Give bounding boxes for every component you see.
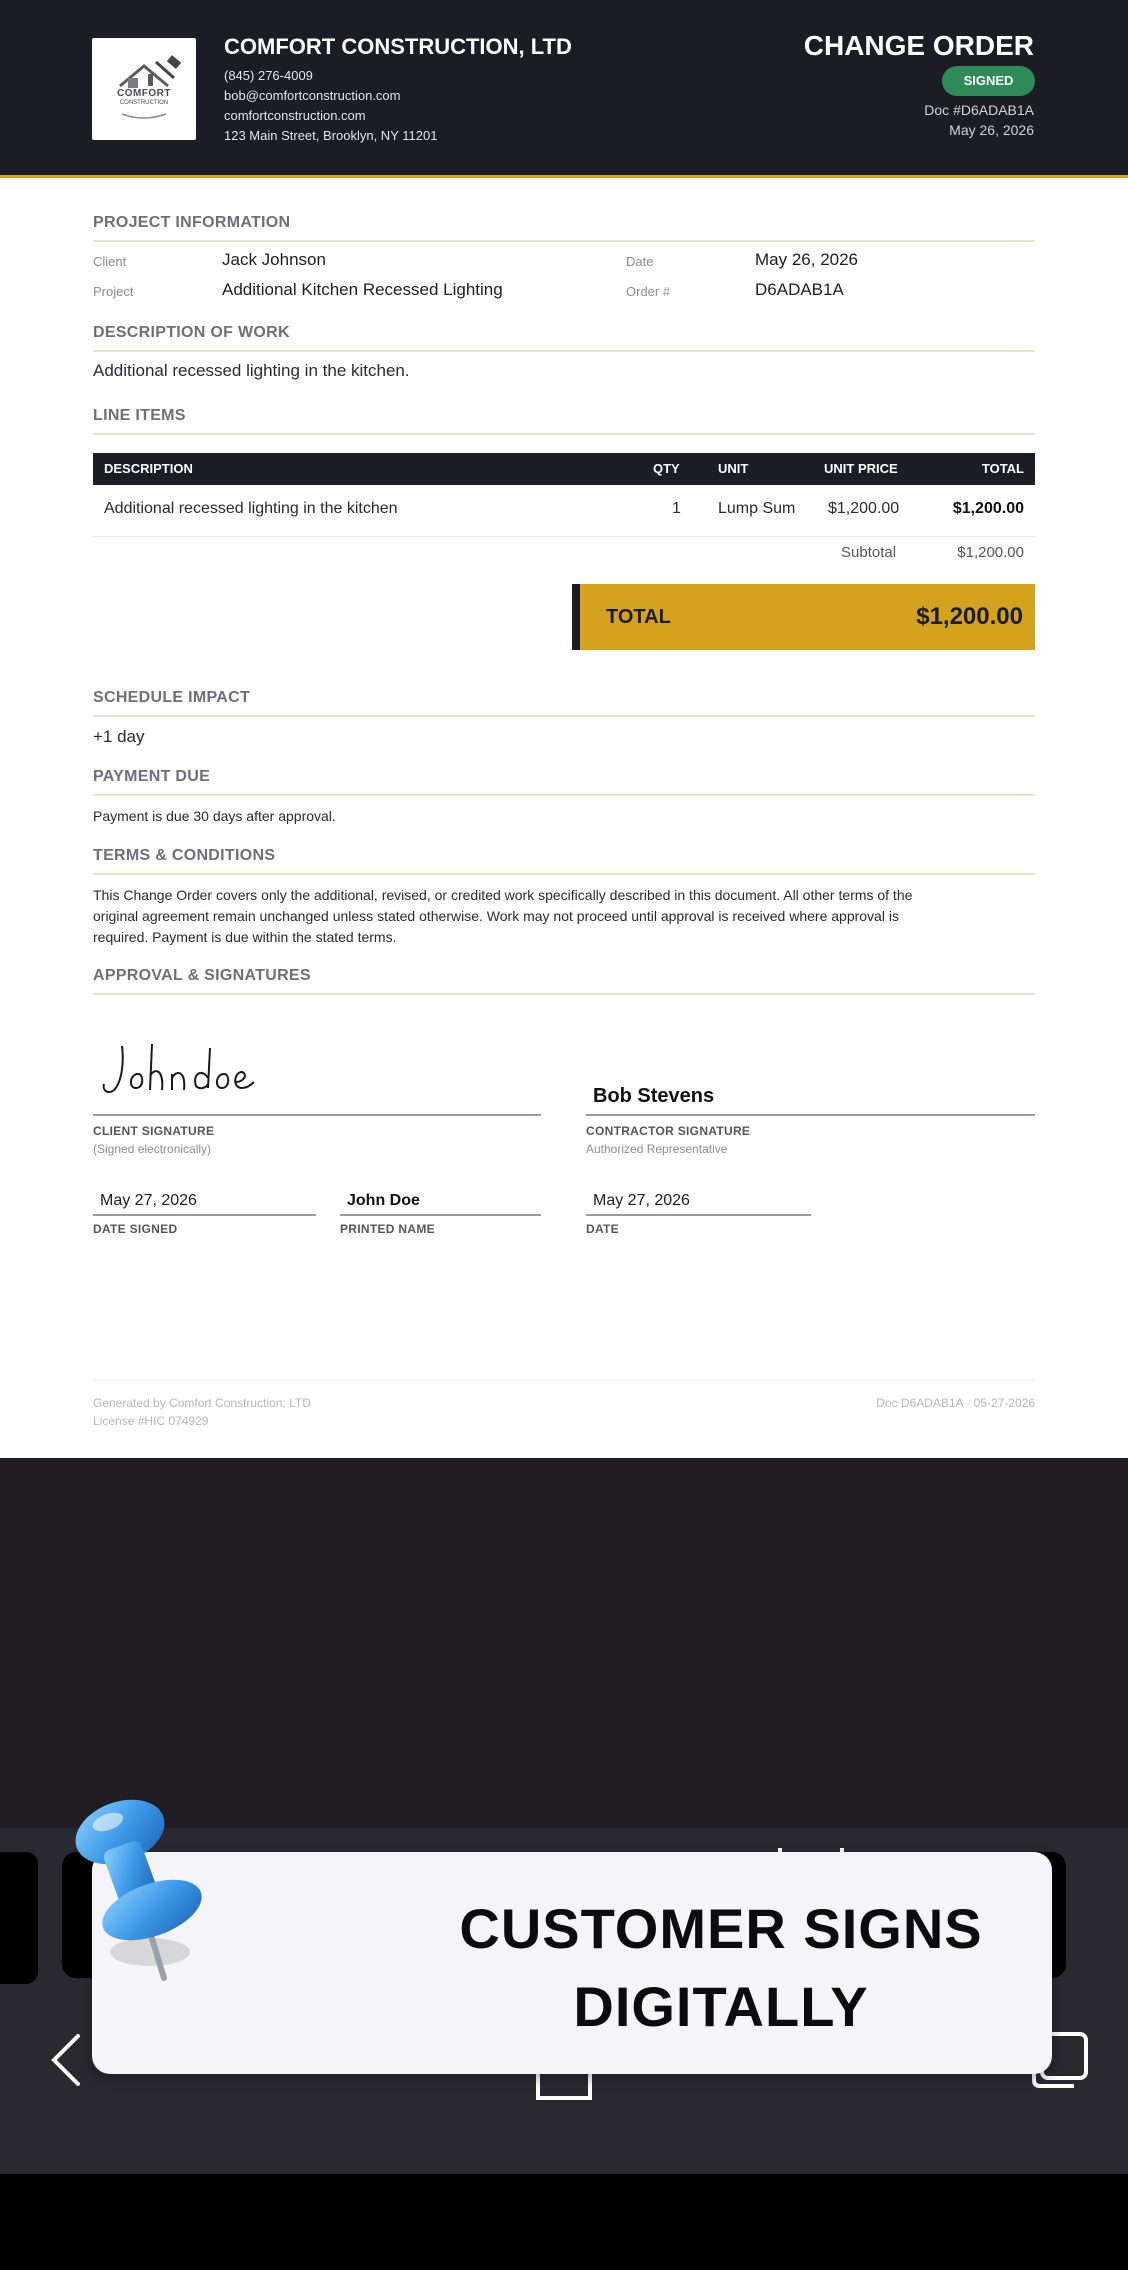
section-title-project-information: PROJECT INFORMATION xyxy=(93,214,1035,242)
section-title-schedule-impact: SCHEDULE IMPACT xyxy=(93,689,1035,717)
caption-line-1: CUSTOMER SIGNS xyxy=(459,1897,983,1960)
row-divider xyxy=(93,536,1035,537)
payment-text: Payment is due 30 days after approval. xyxy=(93,808,336,824)
footer-divider xyxy=(93,1380,1035,1381)
line-items-table-header xyxy=(93,453,1035,485)
project-label: Project xyxy=(93,284,134,299)
total-value: $1,200.00 xyxy=(916,603,1023,630)
header-description: DESCRIPTION xyxy=(104,461,193,476)
company-name: COMFORT CONSTRUCTION, LTD xyxy=(224,34,572,59)
client-signature-label: CLIENT SIGNATURE xyxy=(93,1124,215,1138)
date-signed-label: DATE SIGNED xyxy=(93,1222,178,1236)
printed-name-value: John Doe xyxy=(347,1192,420,1209)
project-value: Additional Kitchen Recessed Lighting xyxy=(222,280,503,299)
date-signed-line xyxy=(93,1214,316,1216)
header-qty: QTY xyxy=(653,461,680,476)
date-label: Date xyxy=(626,254,654,269)
status-badge: SIGNED xyxy=(942,66,1035,96)
document-type-title: CHANGE ORDER xyxy=(803,30,1034,61)
logo-subtext: CONSTRUCTION xyxy=(119,100,169,106)
terms-line-3: required. Payment is due within the stated terms. xyxy=(93,929,397,945)
company-logo xyxy=(92,38,196,140)
row-qty: 1 xyxy=(672,500,681,517)
company-email: bob@comfortconstruction.com xyxy=(224,88,401,103)
footer-license: License #HIC 074929 xyxy=(93,1414,209,1428)
contractor-signature-name: Bob Stevens xyxy=(593,1085,715,1107)
client-signature-sub: (Signed electronically) xyxy=(93,1142,212,1156)
caption-line-2: DIGITALLY xyxy=(573,1975,869,2038)
contractor-signature-line xyxy=(586,1114,1035,1116)
client-handwritten-signature xyxy=(100,1040,270,1110)
section-title-description: DESCRIPTION OF WORK xyxy=(93,324,1035,352)
order-value: D6ADAB1A xyxy=(755,280,844,299)
printed-name-line xyxy=(340,1214,541,1216)
company-website: comfortconstruction.com xyxy=(224,108,366,123)
client-signature-line xyxy=(93,1114,541,1116)
contractor-date-value: May 27, 2026 xyxy=(593,1192,690,1209)
terms-line-2: original agreement remain unchanged unless stated otherwise. Work may not proceed until approval is received where approval is xyxy=(93,908,899,924)
section-title-payment-due: PAYMENT DUE xyxy=(93,768,1035,796)
client-label: Client xyxy=(93,254,127,269)
row-unit: Lump Sum xyxy=(718,500,796,517)
company-phone: (845) 276-4009 xyxy=(224,68,313,83)
footer-generated-by: Generated by Comfort Construction, LTD xyxy=(93,1396,311,1410)
contractor-signature-sub: Authorized Representative xyxy=(586,1142,728,1156)
header-unit-price: UNIT PRICE xyxy=(824,461,898,476)
schedule-text: +1 day xyxy=(93,727,145,746)
date-value: May 26, 2026 xyxy=(755,250,859,269)
total-label: TOTAL xyxy=(606,606,671,628)
pushpin-icon xyxy=(40,1792,230,1992)
company-address: 123 Main Street, Brooklyn, NY 11201 xyxy=(224,128,438,143)
section-title-approval: APPROVAL & SIGNATURES xyxy=(93,967,1035,995)
section-title-terms: TERMS & CONDITIONS xyxy=(93,847,1035,875)
document-header xyxy=(0,0,1128,178)
terms-line-1: This Change Order covers only the additional, revised, or credited work specifically described in this document. All other terms of the xyxy=(93,887,913,903)
printed-name-label: PRINTED NAME xyxy=(340,1222,435,1236)
contractor-date-line xyxy=(586,1214,811,1216)
footer-doc-ref: Doc D6ADAB1A · 05-27-2026 xyxy=(876,1396,1035,1410)
logo-wordmark: COMFORT xyxy=(116,88,172,99)
document-number: Doc #D6ADAB1A xyxy=(924,102,1034,118)
home-indicator-bar xyxy=(0,2174,1128,2270)
description-text: Additional recessed lighting in the kitchen. xyxy=(93,361,410,380)
total-box xyxy=(572,584,1035,650)
section-title-line-items: LINE ITEMS xyxy=(93,407,1035,435)
header-unit: UNIT xyxy=(718,461,749,476)
contractor-signature-label: CONTRACTOR SIGNATURE xyxy=(586,1124,751,1138)
row-description: Additional recessed lighting in the kitchen xyxy=(104,500,398,517)
subtotal-label: Subtotal xyxy=(841,544,897,561)
subtotal-value: $1,200.00 xyxy=(957,544,1024,561)
back-chevron-icon[interactable] xyxy=(46,2030,86,2090)
date-signed-value: May 27, 2026 xyxy=(100,1192,197,1209)
document-date: May 26, 2026 xyxy=(949,122,1034,138)
banner-shadow-left xyxy=(0,1852,38,1984)
caption-banner xyxy=(92,1852,1052,2074)
header-total: TOTAL xyxy=(981,461,1024,476)
row-total: $1,200.00 xyxy=(952,500,1024,517)
row-unit-price: $1,200.00 xyxy=(828,500,900,517)
contractor-date-label: DATE xyxy=(586,1222,619,1236)
client-value: Jack Johnson xyxy=(222,250,326,269)
order-label: Order # xyxy=(626,284,671,299)
